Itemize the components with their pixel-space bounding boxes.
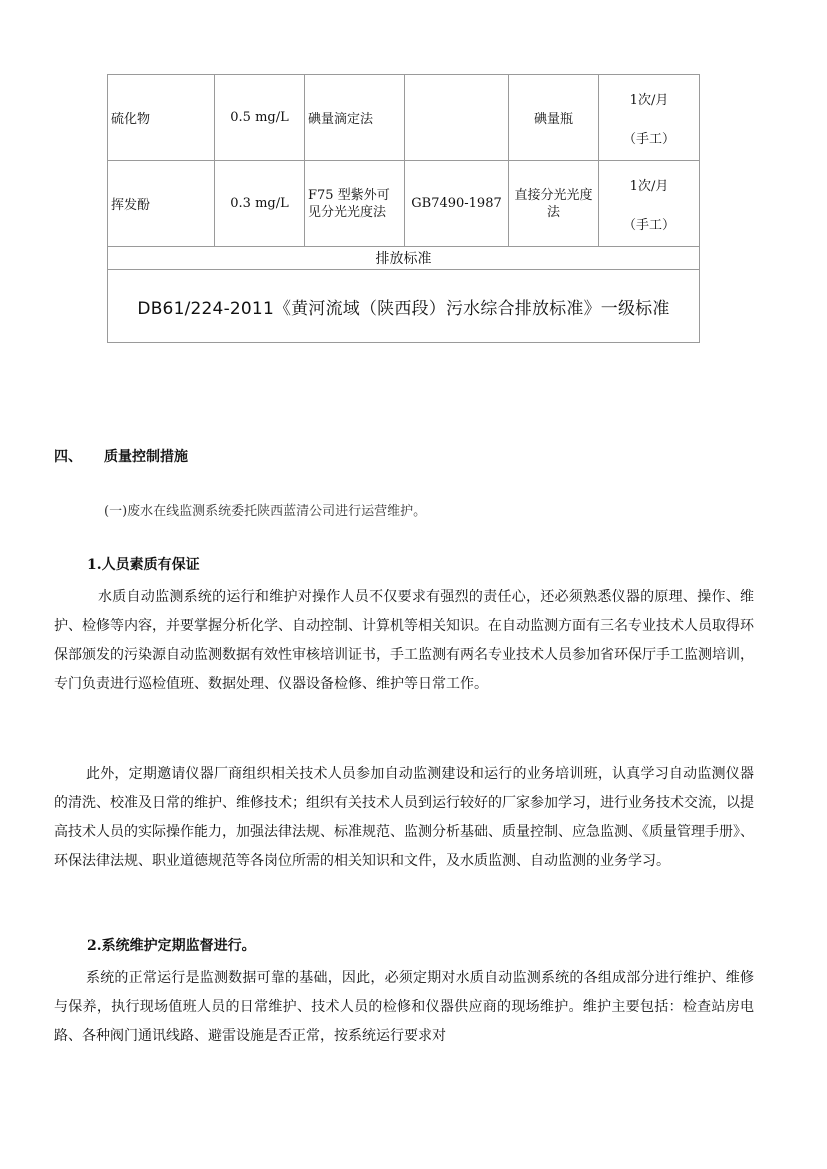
standard-text: DB61/224-2011《黄河流域（陕西段）污水综合排放标准》一级标准 bbox=[108, 270, 700, 343]
frequency: 1次/月 bbox=[629, 178, 669, 194]
frequency-cell bbox=[599, 161, 700, 247]
table-row bbox=[108, 75, 700, 161]
standard-header: 排放标准 bbox=[108, 247, 700, 270]
subsection-title-1: 1.人员素质有保证 bbox=[87, 557, 200, 573]
section-intro: (一)废水在线监测系统委托陕西蓝清公司进行运营维护。 bbox=[104, 504, 427, 519]
table-row bbox=[108, 247, 700, 270]
monitoring-mode: （手工） bbox=[622, 131, 675, 147]
frequency: 1次/月 bbox=[629, 92, 669, 108]
limit-value: 0.5 mg/L bbox=[215, 75, 305, 161]
paragraph: 系统的正常运行是监测数据可靠的基础，因此，必须定期对水质自动监测系统的各组成部分进行维护、维修与保养，执行现场值班人员的日常维护、技术人员的检修和仪器供应商的现场维护。维护主要包括：检查站房电路、各种阀门通讯线路、避雷设施是否正常，按系统运行要求对 bbox=[54, 970, 754, 1044]
monitoring-mode: （手工） bbox=[622, 217, 675, 233]
instrument: 直接分光光度法 bbox=[509, 161, 599, 247]
table-row bbox=[108, 161, 700, 247]
instrument: 碘量瓶 bbox=[509, 75, 599, 161]
section-number: 四、 bbox=[54, 449, 82, 465]
pollutant-name: 硫化物 bbox=[108, 75, 215, 161]
method-standard bbox=[405, 75, 509, 161]
table-row bbox=[108, 270, 700, 343]
frequency-cell bbox=[599, 75, 700, 161]
paragraph: 水质自动监测系统的运行和维护对操作人员不仅要求有强烈的责任心，还必须熟悉仪器的原理、操作、维护、检修等内容，并要掌握分析化学、自动控制、计算机等相关知识。在自动监测方面有三名专业技术人员取得环保部颁发的污染源自动监测数据有效性审核培训证书，手工监测有两名专业技术人员参加省环保厅手工监测培训，专门负责进行巡检值班、数据处理、仪器设备检修、维护等日常工作。 bbox=[54, 589, 754, 692]
pollutant-name: 挥发酚 bbox=[108, 161, 215, 247]
monitoring-table bbox=[107, 74, 700, 343]
section-heading bbox=[54, 446, 188, 466]
paragraph: 此外，定期邀请仪器厂商组织相关技术人员参加自动监测建设和运行的业务培训班，认真学习自动监测仪器的清洗、校准及日常的维护、维修技术；组织有关技术人员到运行较好的厂家参加学习，进行业务技术交流，以提高技术人员的实际操作能力，加强法律法规、标准规范、监测分析基础、质量控制、应急监测、《质量管理手册》、环保法律法规、职业道德规范等各岗位所需的相关知识和文件，及水质监测、自动监测的业务学习。 bbox=[54, 766, 754, 869]
section-title: 质量控制措施 bbox=[104, 449, 188, 465]
limit-value: 0.3 mg/L bbox=[215, 161, 305, 247]
analysis-method: F75 型紫外可见分光光度法 bbox=[305, 161, 405, 247]
method-standard: GB7490-1987 bbox=[405, 161, 509, 247]
subsection-title-2: 2.系统维护定期监督进行。 bbox=[87, 938, 256, 954]
analysis-method: 碘量滴定法 bbox=[305, 75, 405, 161]
